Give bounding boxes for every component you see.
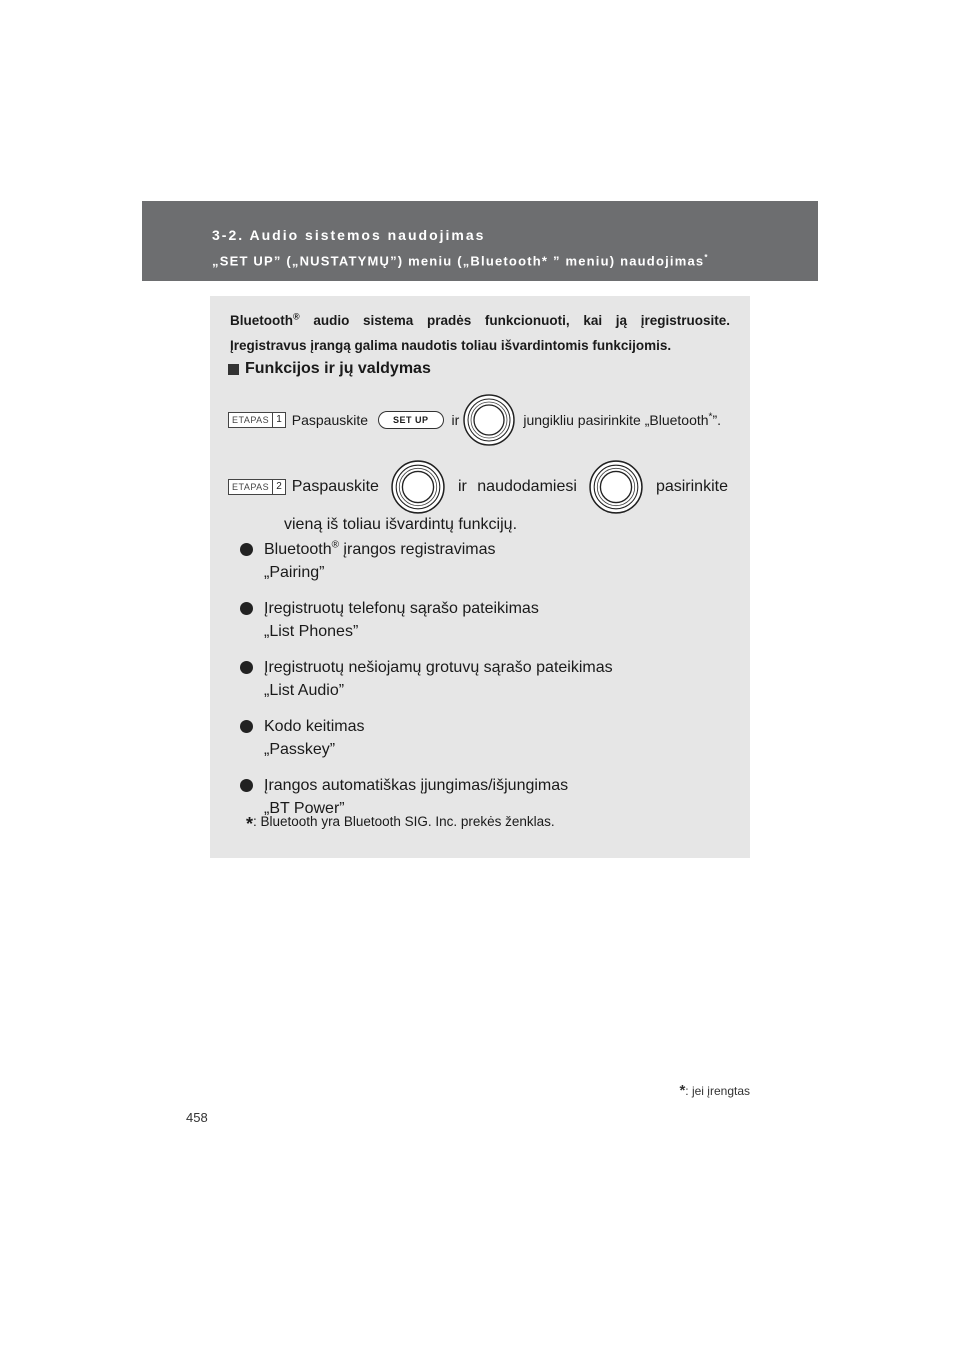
setup-button-icon: SET UP [378, 411, 444, 429]
step-tag [228, 479, 286, 495]
tune-knob-icon [589, 460, 643, 514]
trademark-note [246, 814, 555, 835]
step-tag-label: ETAPAS [232, 482, 270, 492]
equipment-footnote [679, 1082, 750, 1099]
step-tag [228, 412, 286, 428]
step-1-mark: * [708, 411, 713, 423]
step-2-start [228, 478, 379, 496]
subtitle-mark: * [704, 253, 709, 262]
square-bullet-icon [228, 364, 239, 375]
list-item [240, 715, 720, 761]
function-list [240, 538, 720, 833]
asterisk-icon: * [246, 814, 254, 834]
intro-brand: Bluetooth [230, 313, 293, 328]
section-heading [228, 360, 431, 378]
item-reg-mark: ® [331, 539, 339, 551]
page-number: 458 [186, 1110, 208, 1125]
step-2-line2: vieną iš toliau išvardintų funkcijų. [284, 516, 518, 533]
step-1 [228, 394, 738, 446]
item-title-rest: įrangos registravimas [338, 541, 496, 558]
item-title: Įregistruotų telefonų sąrašo pateikimas [264, 600, 539, 617]
item-title: Įregistruotų nešiojamų grotuvų sąrašo pateikimas [264, 659, 613, 676]
item-title: Įrangos automatiškas įjungimas/išjungimas [264, 777, 569, 794]
step-1-rest [523, 412, 721, 428]
intro-reg-mark: ® [293, 311, 300, 322]
bullet-icon [240, 779, 253, 792]
footnote-text: : jei įrengtas [685, 1084, 750, 1098]
intro-text: audio sistema pradės funkcionuoti, kai ją įregistruosite. Įregistravus įrangą galima naudotis toliau išvardintomis funkcijomis. [230, 313, 730, 353]
step-1-rest-text: jungikliu pasirinkite „Bluetooth [523, 412, 709, 428]
bullet-icon [240, 602, 253, 615]
asterisk-icon: * [679, 1082, 686, 1099]
step-tag-number: 2 [272, 480, 285, 494]
step-1-press: Paspauskite [291, 412, 369, 428]
item-value: „Pairing” [264, 564, 325, 581]
step-tag-number: 1 [272, 413, 285, 427]
bullet-icon [240, 720, 253, 733]
step-tag-label: ETAPAS [232, 415, 270, 425]
item-value: „List Audio” [264, 682, 345, 699]
section-header [142, 201, 818, 281]
content-box [210, 296, 750, 858]
step-1-end: ”. [712, 412, 722, 428]
intro-paragraph [230, 308, 730, 358]
item-value: „List Phones” [264, 623, 359, 640]
bullet-icon [240, 543, 253, 556]
step-2 [228, 460, 728, 514]
subtitle-text: „SET UP” („NUSTATYMŲ”) meniu („Bluetooth* ” meniu) naudojimas [212, 253, 705, 269]
section-title: 3-2. Audio sistemos naudojimas [212, 227, 486, 243]
bullet-icon [240, 661, 253, 674]
item-title: Bluetooth [264, 541, 332, 558]
step-1-and: ir [451, 412, 460, 428]
list-item [240, 538, 720, 584]
list-item [240, 597, 720, 643]
step-2-press: Paspauskite [291, 478, 379, 495]
tune-knob-icon [391, 460, 445, 514]
item-title: Kodo keitimas [264, 718, 365, 735]
step-2-end: pasirinkite [655, 478, 728, 495]
list-item [240, 656, 720, 702]
tune-knob-icon [463, 394, 515, 446]
step-2-middle: ir naudodamiesi [457, 478, 577, 495]
item-value: „Passkey” [264, 741, 336, 758]
page-subtitle [212, 253, 709, 268]
heading-text: Funkcijos ir jų valdymas [245, 360, 431, 377]
trademark-text: : Bluetooth yra Bluetooth SIG. Inc. prekės ženklas. [253, 814, 555, 829]
item-value: „BT Power” [264, 800, 345, 817]
